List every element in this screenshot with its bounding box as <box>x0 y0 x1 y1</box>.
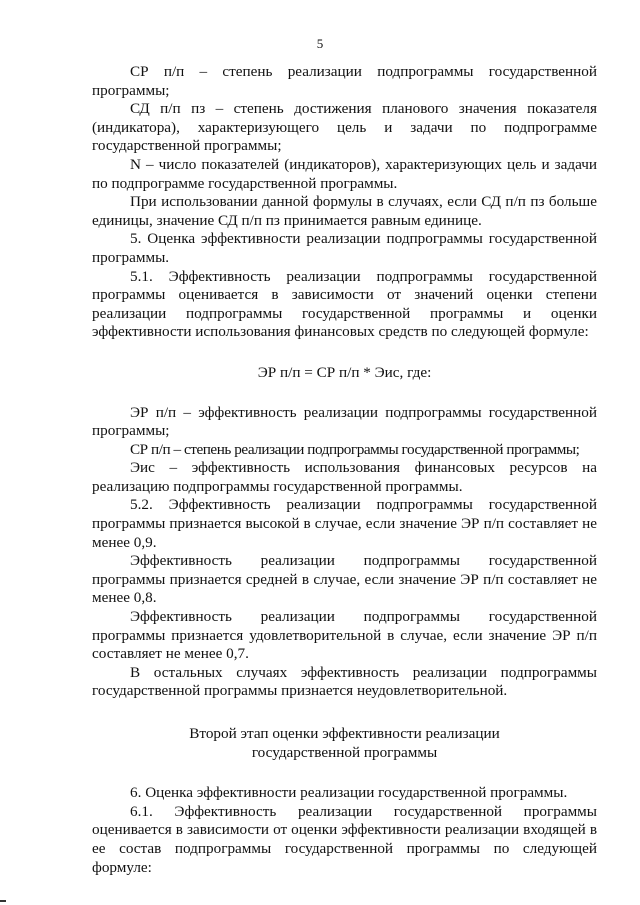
page-number: 5 <box>316 36 324 51</box>
definition-eis: Эис – эффективность использования финансовых ресурсов на реализацию подпрограммы государственной программы. <box>92 459 597 495</box>
paragraph-formula-note: При использовании данной формулы в случаях, если СД п/п пз больше единицы, значение СД п/п пз принимается равным единице. <box>92 193 597 229</box>
section-6-title: 6. Оценка эффективности реализации государственной программы. <box>130 784 568 802</box>
paragraph-n-definition: N – число показателей (индикаторов), характеризующих цель и задачи по подпрограмме государственной программы. <box>92 155 597 192</box>
formula: ЭР п/п = СР п/п * Эис, где: <box>257 363 432 381</box>
definition-sr: СР п/п – степень реализации подпрограммы государственной программы; <box>130 440 580 458</box>
criteria-unsatisfactory: В остальных случаях эффективность реализации подпрограммы государственной программы признается неудовлетворительной. <box>92 663 597 700</box>
section-heading-line-1: Второй этап оценки эффективности реализации <box>189 725 500 742</box>
section-6-1-text: 6.1. Эффективность реализации государственной программы оценивается в зависимости от оценки эффективности реализации входящей в ее состав подпрограммы государственной программы по следующей формуле: <box>92 802 597 876</box>
criteria-high: 5.2. Эффективность реализации подпрограммы государственной программы признается высокой в случае, если значение ЭР п/п составляет не менее 0,9. <box>92 496 597 551</box>
paragraph-sd-definition: СД п/п пз – степень достижения планового значения показателя (индикатора), характеризующего цель и задачи по подпрограмме государственной программы; <box>92 100 597 155</box>
section-5-1-text: 5.1. Эффективность реализации подпрограммы государственной программы оценивается в зависимости от значений оценки степени реализации подпрограммы государственной программы и оценки эффективности использования финансовых средств по следующей формуле: <box>92 267 597 341</box>
section-heading-line-2: государственной программы <box>251 743 438 761</box>
criteria-satisfactory: Эффективность реализации подпрограммы государственной программы признается удовлетворительной в случае, если значение ЭР п/п составляет не менее 0,7. <box>92 608 597 663</box>
section-5-title: 5. Оценка эффективности реализации подпрограммы государственной программы. <box>92 230 597 266</box>
paragraph-sr-definition: СР п/п – степень реализации подпрограммы государственной программы; <box>92 63 597 99</box>
criteria-medium: Эффективность реализации подпрограммы государственной программы признается средней в случае, если значение ЭР п/п составляет не менее 0,8. <box>92 552 597 607</box>
scan-mark <box>0 900 6 902</box>
definition-er: ЭР п/п – эффективность реализации подпрограммы государственной программы; <box>92 403 597 440</box>
document-body <box>92 63 597 877</box>
section-heading <box>92 725 597 762</box>
